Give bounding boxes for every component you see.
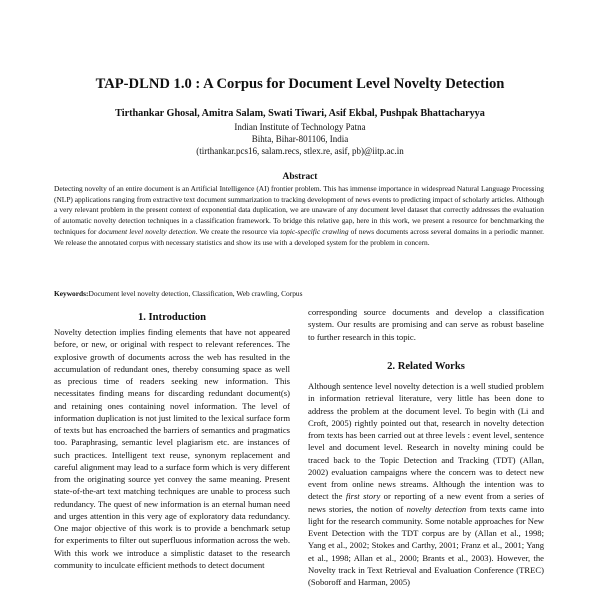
introduction-continuation-paragraph: corresponding source documents and develop a classification system. Our results are promising and can serve as robust baseline to further research in this topic. (308, 307, 544, 342)
related-works-body (308, 380, 544, 600)
related-emphasis-2: novelty detection (406, 503, 467, 514)
abstract-text-3: of news documents across several domains in a periodic manner. We release the annotated corpus with necessary statistics and show its use with a developed system for the problem in concern. (54, 226, 545, 247)
related-emphasis-1: first story (345, 491, 381, 502)
section-heading-related-works: 2. Related Works (387, 361, 465, 372)
keywords-label: Keywords: (54, 289, 89, 298)
address: Bihta, Bihar-801106, India (251, 134, 349, 144)
abstract-text-2: . We create the resource via (195, 226, 279, 236)
introduction-body (54, 326, 290, 600)
introduction-paragraph: Novelty detection implies finding elements that have not appeared before, or new, or original with respect to relevant references. The explosive growth of documents across the web has resulted in the accumulation of redundant ones, thereby consuming space as well as precious time of readers seeking new information. This necessitates finding means for discarding redundant document(s) and retaining ones containing novel information. The level of information duplication is not just limited to the lexical surface form of texts but has encroached the barriers of semantics and pragmatics too. Paraphrasing, semantic level plagiarism etc. are instances of such practices. Intelligent text reuse, synonym replacement and careful alignment may lead to a surface form which is very different from the originating source yet convey the same meaning. Present state-of-the-art text matching techniques are unable to process such redundancy. The quest of new information is an eternal human need and urges attention in this very age of exploratory data redundancy. One major objective of this work is to provide a benchmark setup for experiments to filter out superfluous information across the web. With this work we introduce a simplistic dataset to the research community to inculcate efficient methods to detect document (54, 327, 290, 570)
keywords (54, 289, 544, 299)
related-text-3: from texts came into light for the research community. Some notable approaches for New Event Detection with the TDT corpus are by (Allan et al., 1998; Yang et al., 2002; Stokes and Carthy, 2001; Franz et al., 2001; Yang et al., 1998; Allan et al., 2000; Brants et al., 2003). However, the Novelty track in Text Retrieval and Evaluation Conference (TREC) (Soboroff and Harman, 2005) (308, 503, 544, 587)
author-list: Tirthankar Ghosal, Amitra Salam, Swati Tiwari, Asif Ekbal, Pushpak Bhattacharyya (115, 108, 485, 119)
abstract-heading: Abstract (282, 172, 318, 182)
introduction-continuation (308, 306, 544, 343)
paper-title: TAP-DLND 1.0 : A Corpus for Document Level Novelty Detection (95, 76, 505, 92)
keywords-text: Document level novelty detection, Classification, Web crawling, Corpus (88, 289, 303, 298)
emails: (tirthankar.pcs16, salam.recs, stlex.re, asif, pb)@iitp.ac.in (196, 146, 404, 156)
abstract-text-1: Detecting novelty of an entire document is an Artificial Intelligence (AI) frontier problem. This has immense importance in widespread Natural Language Processing (NLP) applications ranging from extractive text document summarization to tracking development of news events to predicting impact of scholarly articles. Although a very relevant problem in the present context of exponential data duplication, we are unaware of any document level dataset that correctly addresses the evaluation of automatic novelty detection techniques in a classification framework. To bridge this relative gap, here in this work, we present a resource for benchmarking the techniques for (54, 184, 544, 236)
related-text-1: Although sentence level novelty detection is a well studied problem in information retrieval literature, very little has been done to address the problem at the document level. To begin with (Li and Croft, 2005) rightly pointed out that, research in novelty detection from texts has been carried out at three levels : event level, sentence level and document level. Research in novelty mining could be traced back to the Topic Detection and Tracking (TDT) (Allan, 2002) evaluation campaigns where the concern was to detect new event from online news streams. Although the intention was to detect the (308, 381, 544, 502)
section-heading-introduction: 1. Introduction (137, 312, 207, 323)
related-works-paragraph (308, 380, 544, 588)
abstract-emphasis-1: document level novelty detection (98, 226, 196, 236)
abstract-emphasis-2: topic-specific crawling (280, 226, 349, 236)
affiliation: Indian Institute of Technology Patna (234, 122, 366, 132)
abstract-body (54, 184, 544, 248)
related-text-2: or reporting of a new event from a series of news stories, the notion of (308, 491, 544, 514)
